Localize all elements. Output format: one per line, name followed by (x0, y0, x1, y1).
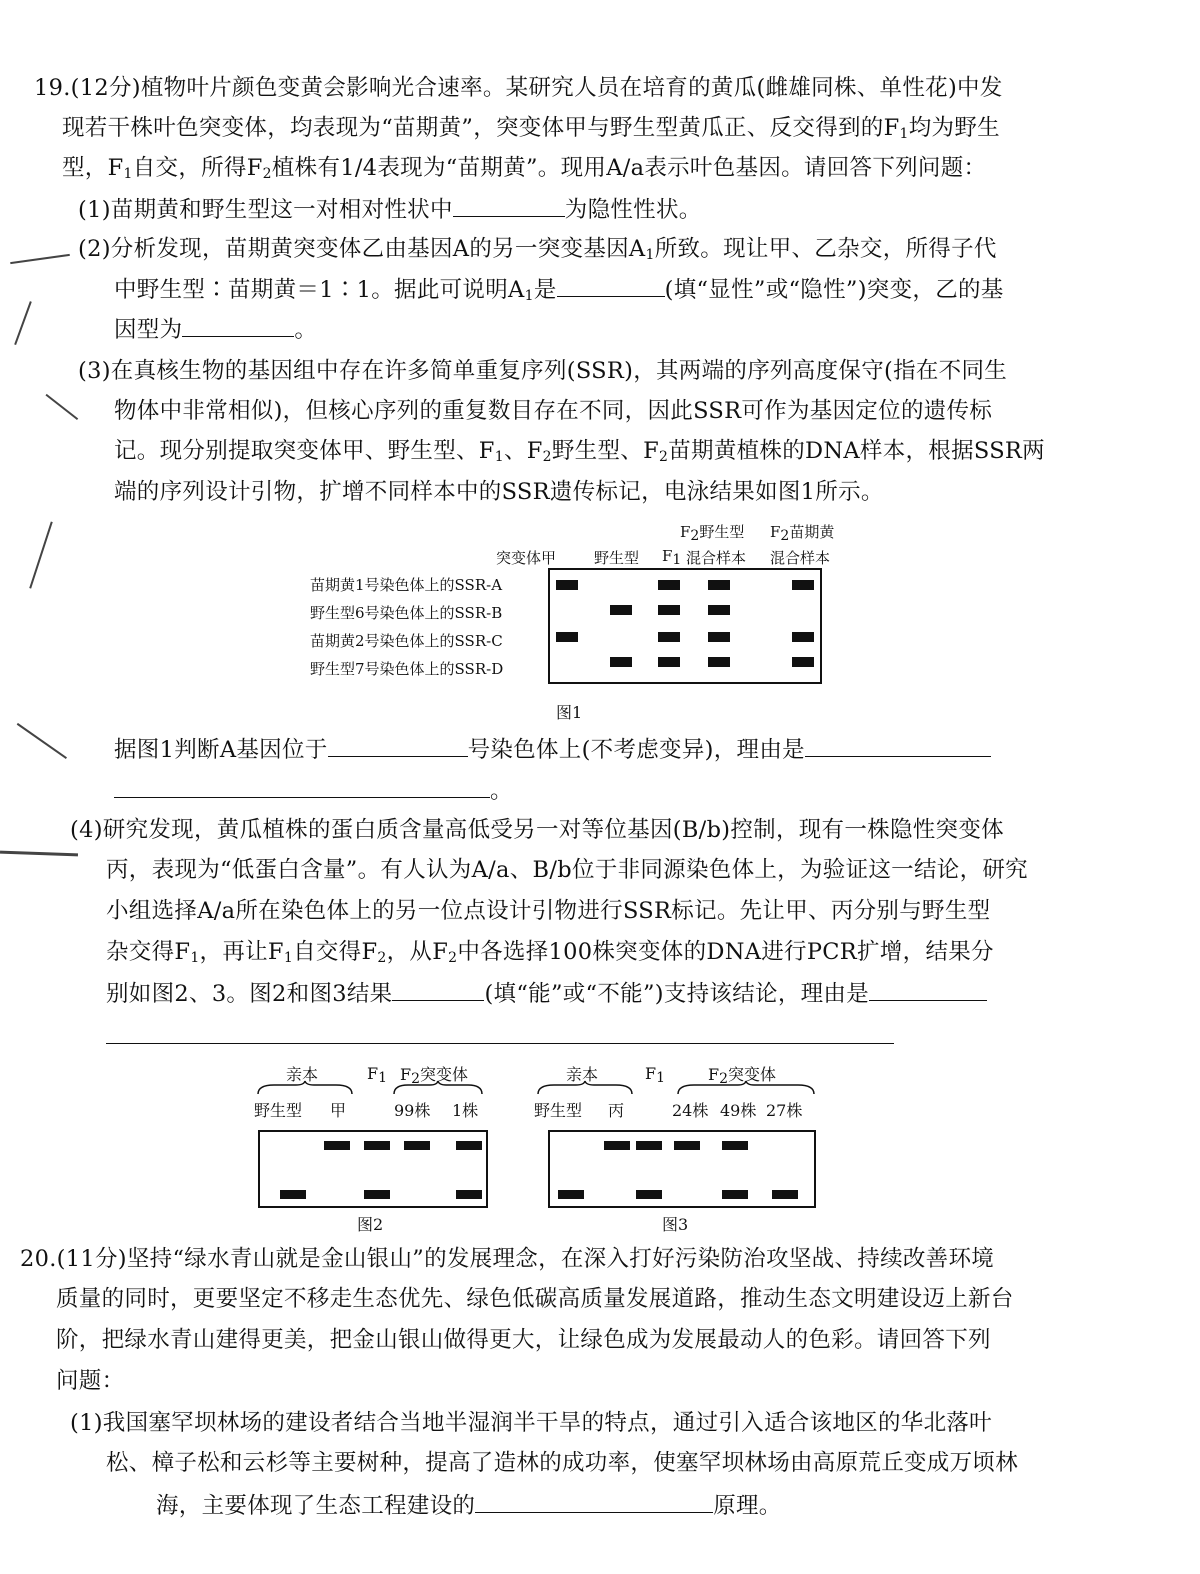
gel-band (636, 1190, 662, 1199)
scan-mark (29, 521, 52, 588)
lane-label: 99株 (394, 1101, 431, 1120)
q20-part1-line-3: 海，主要体现了生态工程建设的 原理。 (156, 1490, 782, 1521)
figure-caption: 图3 (662, 1215, 689, 1234)
scan-mark (17, 723, 67, 759)
scan-mark (10, 254, 70, 264)
answer-blank[interactable] (182, 314, 294, 337)
gel-band (604, 1141, 630, 1150)
lane-label: 丙 (608, 1101, 625, 1120)
answer-blank[interactable] (328, 734, 468, 757)
q19-line-2: 现若干株叶色突变体，均表现为“苗期黄”，突变体甲与野生型黄瓜正、反交得到的$F_1$均为野生 (62, 115, 1000, 142)
figure-caption: 图2 (357, 1215, 384, 1234)
q19-part3-line-2: 物体中非常相似)，但核心序列的重复数目存在不同，因此SSR可作为基因定位的遗传标 (114, 398, 993, 424)
gel-1 (548, 568, 822, 684)
parent-brace (256, 1080, 354, 1096)
parent-label: 亲本 (566, 1065, 599, 1084)
gel-band (674, 1141, 700, 1150)
answer-blank[interactable] (114, 775, 490, 798)
gel-band (636, 1141, 662, 1150)
gel-band (456, 1141, 482, 1150)
row-label: 野生型6号染色体上的SSR-B (310, 604, 503, 622)
q19-part4-line-1: (4)研究发现，黄瓜植株的蛋白质含量高低受另一对等位基因(B/b)控制，现有一株隐性突变体 (70, 817, 1004, 843)
gel-band (610, 605, 632, 615)
answer-blank[interactable] (869, 978, 987, 1001)
f2-brace (392, 1080, 484, 1096)
col-label: $F_2$野生型 (680, 523, 745, 544)
scan-mark (0, 851, 78, 857)
q19-part2-line-2: 中野生型∶苗期黄＝1∶1。据此可说明$A_1$是 (填“显性”或“隐性”)突变，乙的基 (114, 274, 1004, 305)
gel-band (722, 1141, 748, 1150)
gel-band (772, 1190, 798, 1199)
answer-line[interactable] (106, 1043, 894, 1044)
q20-line-2: 质量的同时，更要坚定不移走生态优先、绿色低碳高质量发展道路，推动生态文明建设迈上新台 (56, 1286, 1014, 1312)
lane-label: 49株 (720, 1101, 757, 1120)
f2-label: $F_2$突变体 (708, 1065, 777, 1087)
gel-band (658, 580, 680, 590)
gel-band (792, 657, 814, 667)
q20-line-4: 问题： (56, 1368, 125, 1394)
q19-part4-line-3: 小组选择A/a所在染色体上的另一位点设计引物进行SSR标记。先让甲、丙分别与野生型 (106, 898, 991, 924)
f2-brace (676, 1080, 816, 1096)
q19-part3-question: 据图1判断A基因位于 号染色体上(不考虑变异)，理由是 (114, 734, 991, 765)
lane-label: 野生型 (254, 1101, 303, 1120)
q20-part1-line-2: 松、樟子松和云杉等主要树种，提高了造林的成功率，使塞罕坝林场由高原荒丘变成万顷林 (106, 1450, 1019, 1476)
col-label: 突变体甲 (496, 549, 557, 567)
col-label: 混合样本 (686, 549, 747, 567)
col-label: $F_2$苗期黄 (770, 523, 835, 544)
row-label: 野生型7号染色体上的SSR-D (310, 660, 504, 678)
q19-part1: (1)苗期黄和野生型这一对相对性状中 为隐性性状。 (78, 194, 702, 225)
gel-band (708, 632, 730, 642)
f1-label: $F_1$ (367, 1064, 388, 1086)
gel-band (708, 605, 730, 615)
q19-part3-line-4: 端的序列设计引物，扩增不同样本中的SSR遗传标记，电泳结果如图1所示。 (114, 479, 884, 505)
row-label: 苗期黄2号染色体上的SSR-C (310, 632, 503, 650)
q19-part2-line-1: (2)分析发现，苗期黄突变体乙由基因A的另一突变基因$A_1$所致。现让甲、乙杂交，所得子代 (78, 236, 997, 263)
gel-3 (548, 1130, 816, 1208)
gel-2 (258, 1130, 488, 1208)
answer-blank[interactable] (805, 734, 991, 757)
answer-blank[interactable] (453, 194, 565, 217)
gel-band (792, 632, 814, 642)
q20-part1-line-1: (1)我国塞罕坝林场的建设者结合当地半湿润半干旱的特点，通过引入适合该地区的华北落叶 (70, 1410, 992, 1436)
scan-mark (14, 301, 31, 345)
q19-part3-answer-line: 。 (114, 775, 513, 806)
lane-label: 1株 (452, 1101, 479, 1120)
gel-band (658, 632, 680, 642)
col-label: 野生型 (594, 549, 640, 567)
q19-line-3: 型，$F_1$自交，所得$F_2$植株有1/4表现为“苗期黄”。现用A/a表示叶色基因。请回答下列问题： (62, 155, 987, 182)
scan-mark (46, 394, 78, 420)
gel-band (722, 1190, 748, 1199)
gel-band (556, 632, 578, 642)
parent-brace (536, 1080, 634, 1096)
q19-line-1: 19.(12分)植物叶片颜色变黄会影响光合速率。某研究人员在培育的黄瓜(雌雄同株、单性花)中发 (34, 75, 1003, 101)
row-label: 苗期黄1号染色体上的SSR-A (310, 576, 503, 594)
gel-band (708, 657, 730, 667)
f2-label: $F_2$突变体 (400, 1065, 469, 1087)
gel-band (404, 1141, 430, 1150)
answer-blank[interactable] (392, 978, 484, 1001)
gel-band (280, 1190, 306, 1199)
lane-label: 甲 (330, 1101, 347, 1120)
q19-part3-line-3: 记。现分别提取突变体甲、野生型、$F_1$、$F_2$野生型、$F_2$苗期黄植株的DNA样本，根据SSR两 (114, 438, 1045, 465)
gel-band (364, 1141, 390, 1150)
gel-band (792, 580, 814, 590)
gel-band (708, 580, 730, 590)
f1-label: $F_1$ (645, 1064, 666, 1086)
gel-band (658, 605, 680, 615)
gel-band (456, 1190, 482, 1199)
q19-part4-line-5: 别如图2、3。图2和图3结果 (填“能”或“不能”)支持该结论，理由是 (106, 978, 987, 1009)
lane-label: 27株 (766, 1101, 803, 1120)
q19-part3-line-1: (3)在真核生物的基因组中存在许多简单重复序列(SSR)，其两端的序列高度保守(指在不同生 (78, 358, 1008, 384)
q20-line-3: 阶，把绿水青山建得更美，把金山银山做得更大，让绿色成为发展最动人的色彩。请回答下列 (56, 1327, 991, 1353)
gel-band (658, 657, 680, 667)
gel-band (558, 1190, 584, 1199)
q19-part2-line-3: 因型为 。 (114, 314, 317, 345)
gel-band (556, 580, 578, 590)
answer-blank[interactable] (475, 1490, 713, 1513)
lane-label: 野生型 (534, 1101, 583, 1120)
lane-label: 24株 (672, 1101, 709, 1120)
col-label: $F_1$ (662, 547, 682, 568)
q19-part4-line-4: 杂交得$F_1$，再让$F_1$自交得$F_2$，从$F_2$中各选择100株突变体的DNA进行PCR扩增，结果分 (106, 939, 994, 966)
q19-part4-line-2: 丙，表现为“低蛋白含量”。有人认为A/a、B/b位于非同源染色体上，为验证这一结论，研究 (106, 857, 1028, 883)
q20-line-1: 20.(11分)坚持“绿水青山就是金山银山”的发展理念，在深入打好污染防治攻坚战、持续改善环境 (20, 1246, 995, 1272)
gel-band (324, 1141, 350, 1150)
gel-band (364, 1190, 390, 1199)
col-label: 混合样本 (770, 549, 831, 567)
gel-band (610, 657, 632, 667)
figure-caption: 图1 (556, 703, 583, 722)
parent-label: 亲本 (286, 1065, 319, 1084)
answer-blank[interactable] (557, 274, 665, 297)
